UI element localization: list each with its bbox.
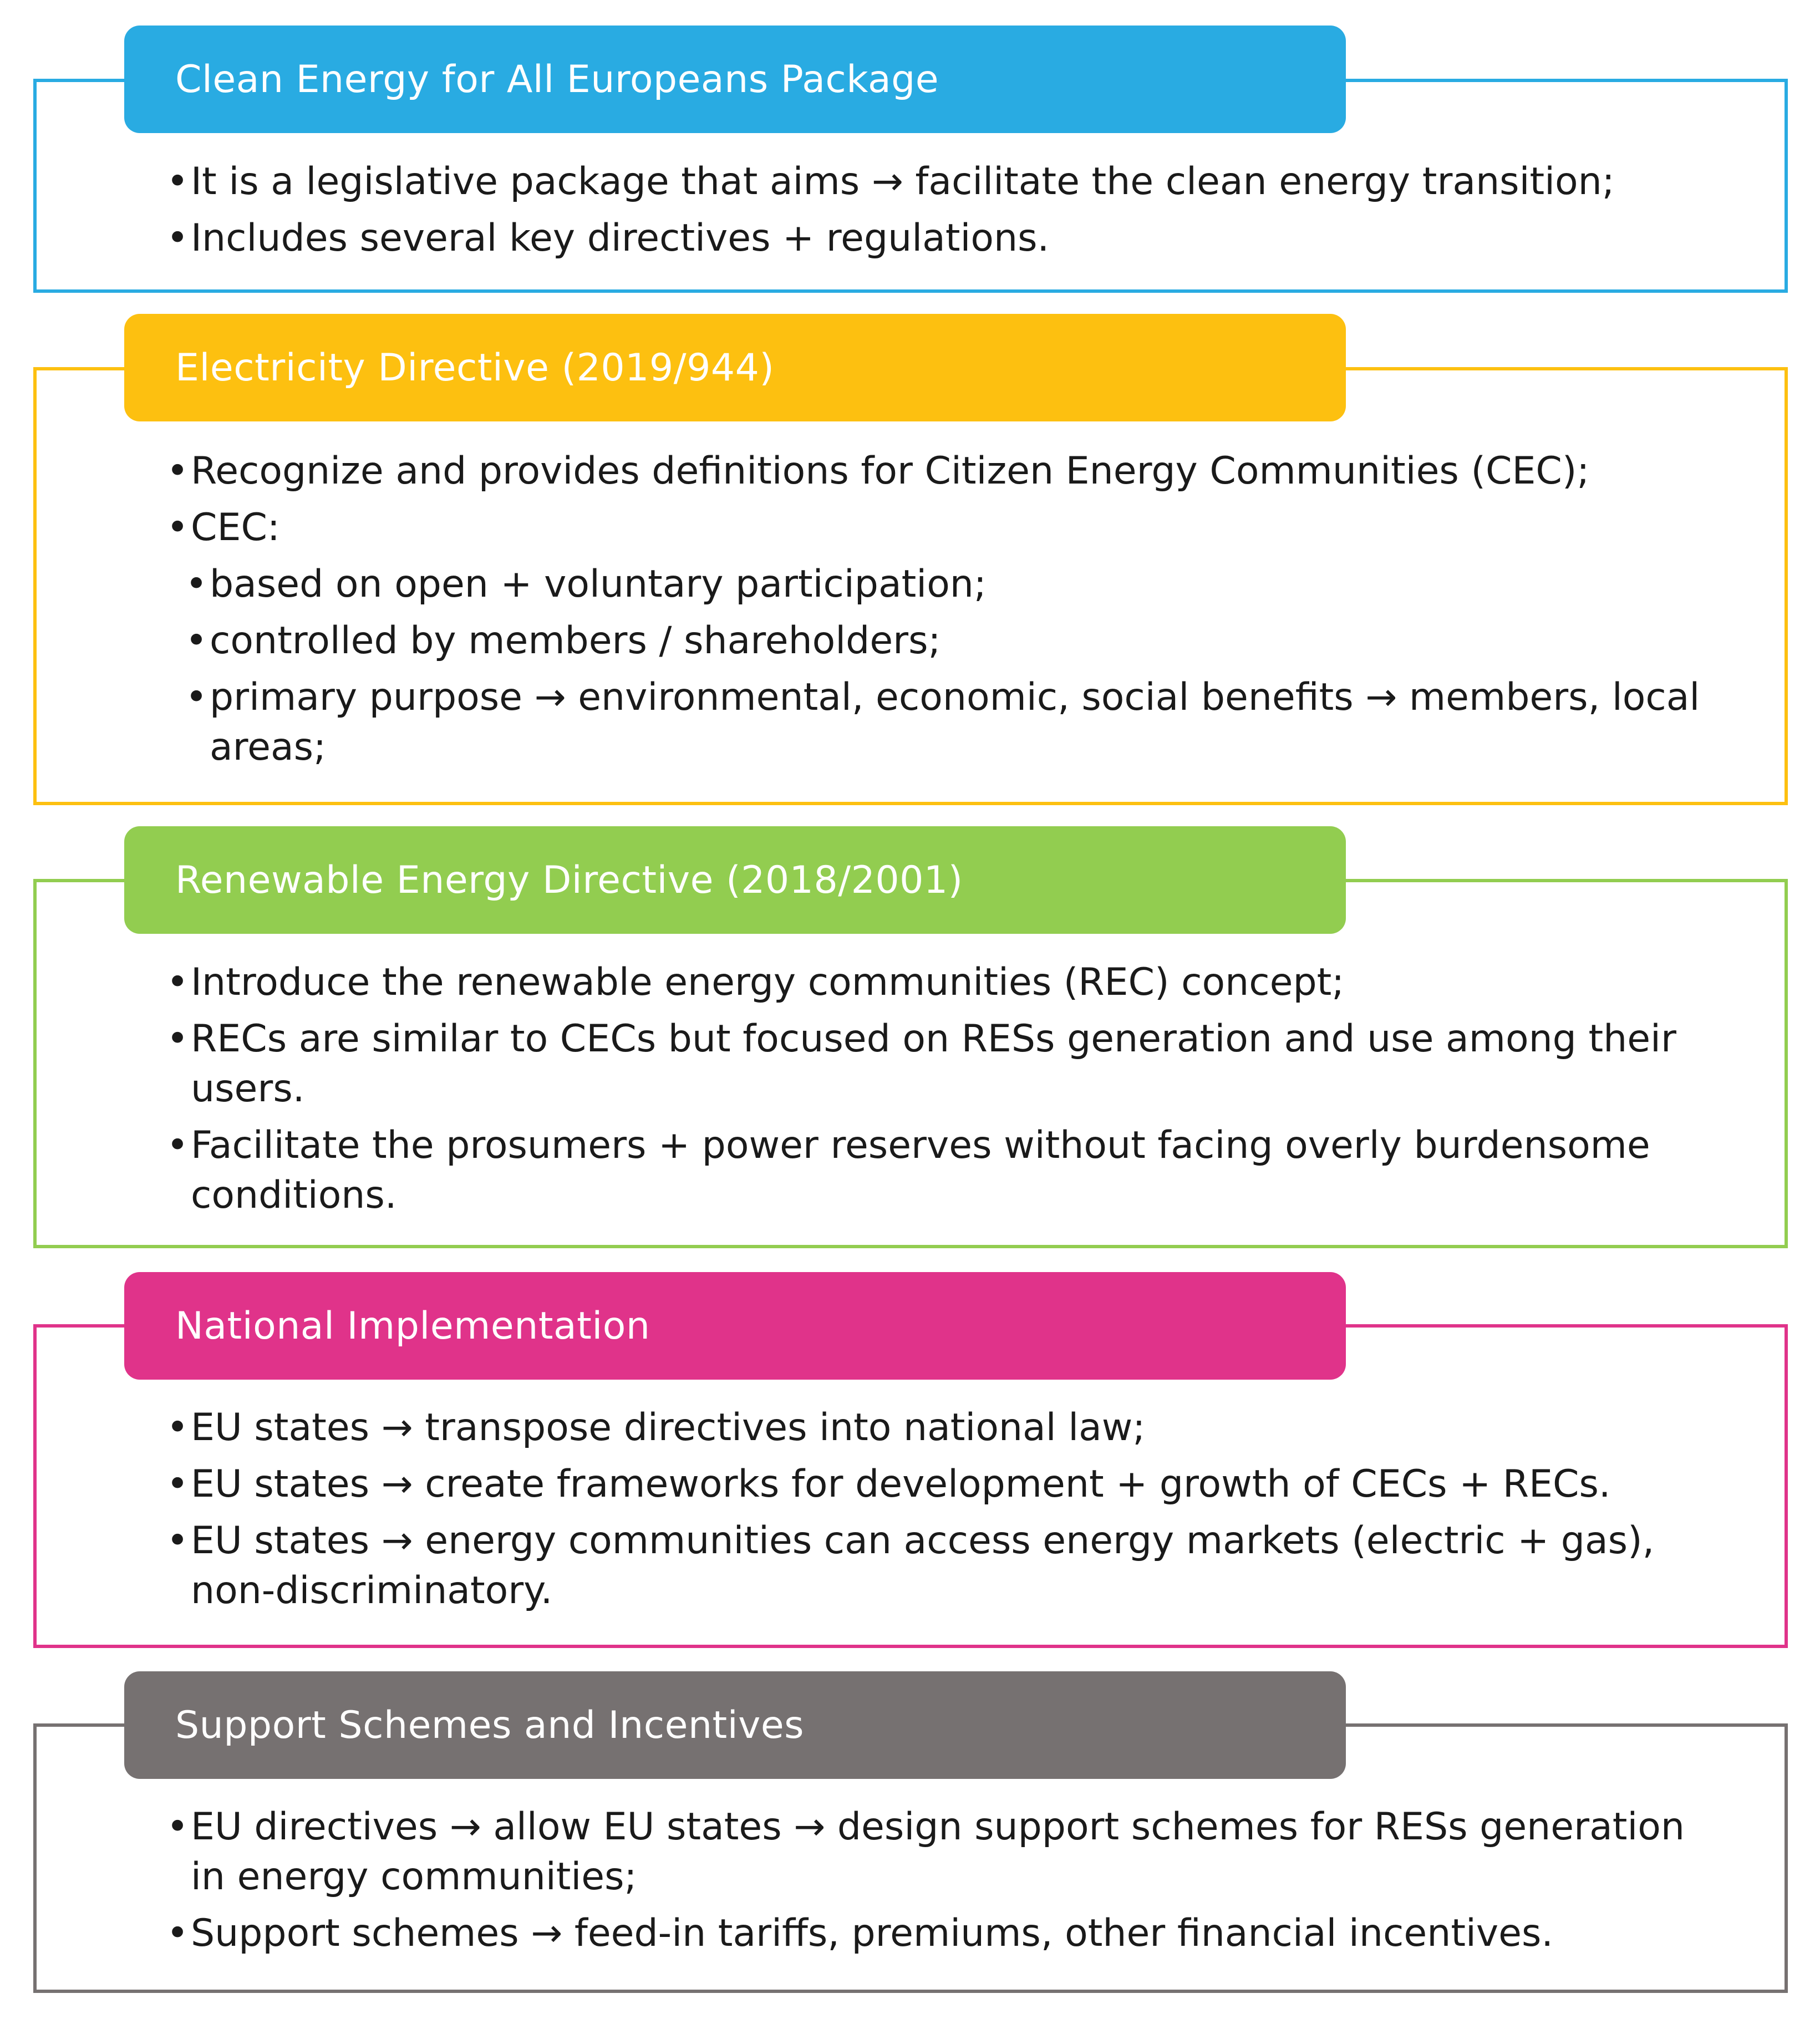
list-item: • Introduce the renewable energy communities (REC) concept;	[166, 958, 1708, 1008]
section-header	[124, 314, 1346, 421]
section-header	[124, 1272, 1346, 1380]
section-body	[166, 157, 1708, 270]
section-title: Support Schemes and Incentives	[175, 1703, 805, 1747]
section-header	[124, 1671, 1346, 1779]
list-item: • EU states → transpose directives into national law;	[166, 1403, 1708, 1453]
section-body	[166, 958, 1708, 1227]
list-item: • RECs are similar to CECs but focused on RESs generation and use among their users.	[166, 1014, 1708, 1114]
section-body	[166, 446, 1708, 779]
section-title: Electricity Directive (2019/944)	[175, 345, 775, 390]
list-subitem: • based on open + voluntary participation;	[185, 560, 1708, 609]
section-body	[166, 1802, 1708, 1965]
list-item: • Includes several key directives + regulations.	[166, 213, 1708, 263]
section-title: National Implementation	[175, 1304, 650, 1348]
list-item: • Facilitate the prosumers + power reserves without facing overly burdensome conditions.	[166, 1121, 1708, 1220]
list-item: • Recognize and provides definitions for Citizen Energy Communities (CEC);	[166, 446, 1708, 496]
list-item: • It is a legislative package that aims → facilitate the clean energy transition;	[166, 157, 1708, 207]
list-item: • CEC:	[166, 503, 1708, 553]
list-item: • EU states → energy communities can access energy markets (electric + gas), non-discriminatory.	[166, 1516, 1708, 1616]
section-title: Renewable Energy Directive (2018/2001)	[175, 858, 963, 902]
section-header	[124, 826, 1346, 934]
list-subitem: • primary purpose → environmental, economic, social benefits → members, local areas;	[185, 673, 1708, 772]
section-header	[124, 26, 1346, 133]
list-subitem: • controlled by members / shareholders;	[185, 616, 1708, 666]
list-item: • EU states → create frameworks for development + growth of CECs + RECs.	[166, 1459, 1708, 1509]
section-title: Clean Energy for All Europeans Package	[175, 57, 939, 101]
list-item: • Support schemes → feed-in tariffs, premiums, other financial incentives.	[166, 1909, 1708, 1959]
section-body	[166, 1403, 1708, 1623]
list-item: • EU directives → allow EU states → design support schemes for RESs generation in energy communities;	[166, 1802, 1708, 1902]
